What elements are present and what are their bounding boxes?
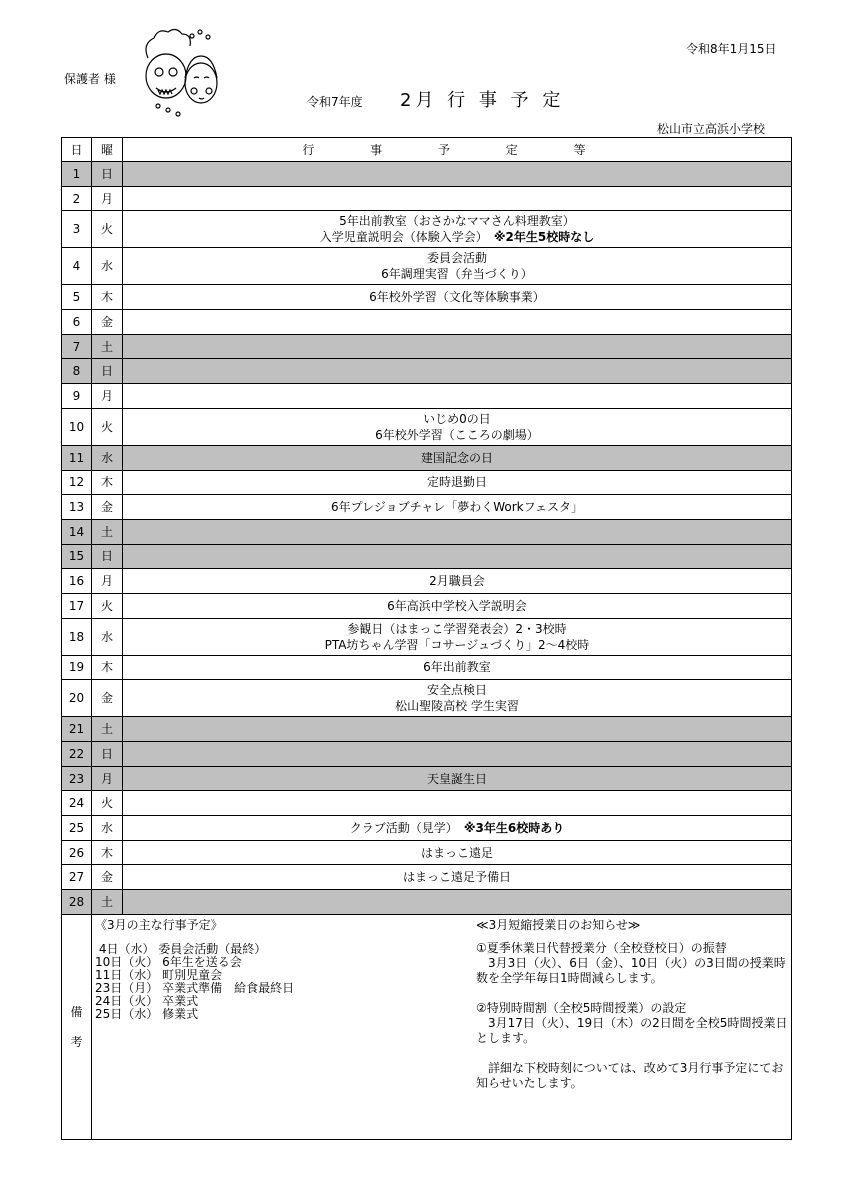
event-line: 2月職員会 — [429, 574, 485, 589]
spacer — [452, 821, 464, 835]
table-row — [62, 816, 792, 841]
weekday: 月 — [92, 569, 123, 594]
weekday: 木 — [92, 470, 123, 495]
school-name: 松山市立高浜小学校 — [657, 122, 766, 136]
table-row — [62, 544, 792, 569]
day-number: 7 — [62, 334, 92, 359]
weekday: 土 — [92, 334, 123, 359]
notes-label — [62, 914, 92, 1139]
event-cell — [123, 495, 792, 520]
weekday: 火 — [92, 211, 123, 248]
event-cell — [123, 285, 792, 310]
table-row — [62, 890, 792, 915]
table-row — [62, 618, 792, 655]
table-row — [62, 791, 792, 816]
march-schedule-item: 10日（火） 6年生を送る会 — [95, 954, 242, 969]
event-cell — [123, 593, 792, 618]
table-row — [62, 445, 792, 470]
event-cell — [123, 791, 792, 816]
day-number: 12 — [62, 470, 92, 495]
addressee: 保護者 様 — [64, 72, 116, 86]
day-number: 17 — [62, 593, 92, 618]
weekday: 土 — [92, 519, 123, 544]
event-cell — [123, 519, 792, 544]
day-number: 25 — [62, 816, 92, 841]
event-line: 6年校外学習（こころの劇場） — [375, 427, 539, 442]
short-day-item-2-head: ②特別時間割（全校5時間授業）の設定 — [476, 1000, 687, 1015]
event-line: 6年調理実習（弁当づくり） — [381, 267, 533, 282]
event-cell — [123, 248, 792, 285]
event-cell — [123, 445, 792, 470]
day-number: 13 — [62, 495, 92, 520]
day-number: 27 — [62, 865, 92, 890]
event-cell — [123, 310, 792, 335]
day-number: 11 — [62, 445, 92, 470]
weekday: 水 — [92, 445, 123, 470]
event-cell — [123, 569, 792, 594]
weekday: 金 — [92, 865, 123, 890]
short-day-item-1-body: 3月3日（火）、6日（金）、10日（火）の3日間の授業時数を全学年毎日1時間減らします。 — [476, 955, 786, 985]
table-row — [62, 248, 792, 285]
event-cell — [123, 470, 792, 495]
weekday: 木 — [92, 655, 123, 680]
event-cell — [123, 618, 792, 655]
weekday: 火 — [92, 408, 123, 445]
march-schedule — [95, 918, 465, 1021]
event-text: クラブ活動（見学） — [349, 820, 452, 835]
day-number: 3 — [62, 211, 92, 248]
event-line — [123, 820, 791, 836]
notes-label-char: 備 — [70, 1004, 83, 1019]
event-cell — [123, 408, 792, 445]
day-number: 18 — [62, 618, 92, 655]
short-day-title: ≪3月短縮授業日のお知らせ≫ — [476, 917, 641, 932]
table-row — [62, 359, 792, 384]
table-row — [62, 285, 792, 310]
event-cell — [123, 186, 792, 211]
day-number: 2 — [62, 186, 92, 211]
march-schedule-item: 25日（水） 修業式 — [95, 1006, 199, 1021]
page-title: 2月 行 事 予 定 — [400, 90, 565, 111]
day-number: 1 — [62, 162, 92, 187]
event-cell — [123, 717, 792, 742]
table-row — [62, 569, 792, 594]
event-line: 建国記念の日 — [420, 450, 493, 465]
table-row — [62, 742, 792, 767]
table-row — [62, 162, 792, 187]
table-row — [62, 766, 792, 791]
table-row — [62, 655, 792, 680]
event-line: 6年高浜中学校入学説明会 — [387, 598, 527, 613]
event-line — [123, 229, 791, 245]
table-row — [62, 717, 792, 742]
event-line: 天皇誕生日 — [426, 771, 487, 786]
day-number: 21 — [62, 717, 92, 742]
table-row — [62, 593, 792, 618]
event-note-bold: ※3年生6校時あり — [463, 820, 565, 835]
weekday: 水 — [92, 816, 123, 841]
event-line: いじめ0の日 — [423, 411, 491, 426]
weekday: 水 — [92, 618, 123, 655]
oni-otafuku-illustration — [138, 28, 228, 118]
weekday: 日 — [92, 359, 123, 384]
weekday: 金 — [92, 495, 123, 520]
short-day-item-3: 詳細な下校時刻については、改めて3月行事予定にてお知らせいたします。 — [476, 1060, 784, 1090]
table-row — [62, 408, 792, 445]
day-number: 14 — [62, 519, 92, 544]
event-line: 安全点検日 — [426, 683, 487, 698]
spacer — [482, 230, 494, 244]
event-cell — [123, 840, 792, 865]
weekday: 日 — [92, 162, 123, 187]
event-cell — [123, 384, 792, 409]
notes-cell — [92, 914, 792, 1139]
weekday: 月 — [92, 186, 123, 211]
header-weekday: 曜 — [92, 138, 123, 162]
event-line: 6年校外学習（文化等体験事業） — [369, 290, 545, 305]
day-number: 26 — [62, 840, 92, 865]
march-schedule-item: 4日（水） 委員会活動（最終） — [95, 941, 267, 956]
event-cell — [123, 816, 792, 841]
table-row — [62, 470, 792, 495]
weekday: 金 — [92, 310, 123, 335]
day-number: 9 — [62, 384, 92, 409]
table-row — [62, 495, 792, 520]
event-line: 参観日（はまっこ学習発表会）2・3校時 — [347, 621, 567, 636]
table-row — [62, 519, 792, 544]
march-schedule-title: 《3月の主な行事予定》 — [95, 917, 223, 932]
march-schedule-item: 24日（火） 卒業式 — [95, 993, 199, 1008]
day-number: 24 — [62, 791, 92, 816]
event-cell — [123, 890, 792, 915]
event-cell — [123, 766, 792, 791]
day-number: 23 — [62, 766, 92, 791]
weekday: 月 — [92, 384, 123, 409]
weekday: 木 — [92, 840, 123, 865]
day-number: 19 — [62, 655, 92, 680]
event-note-bold: ※2年生5校時なし — [493, 230, 595, 245]
table-row — [62, 865, 792, 890]
event-cell — [123, 334, 792, 359]
table-row — [62, 310, 792, 335]
fiscal-year: 令和7年度 — [307, 95, 363, 109]
table-row — [62, 680, 792, 717]
day-number: 15 — [62, 544, 92, 569]
event-cell — [123, 162, 792, 187]
event-line: 6年プレジョブチャレ「夢わくWorkフェスタ」 — [330, 500, 584, 515]
event-line: はまっこ遠足 — [420, 845, 493, 860]
day-number: 10 — [62, 408, 92, 445]
march-schedule-item: 23日（月） 卒業式準備 給食最終日 — [95, 980, 295, 995]
weekday: 土 — [92, 890, 123, 915]
notes-row — [62, 914, 792, 1139]
event-cell — [123, 359, 792, 384]
day-number: 28 — [62, 890, 92, 915]
weekday: 金 — [92, 680, 123, 717]
event-line: 委員会活動 — [426, 251, 487, 266]
day-number: 5 — [62, 285, 92, 310]
day-number: 4 — [62, 248, 92, 285]
weekday: 木 — [92, 285, 123, 310]
header-events: 行 事 予 定 等 — [123, 138, 792, 162]
short-day-item-2-body: 3月17日（火）、19日（木）の2日間を全校5時間授業日とします。 — [476, 1015, 788, 1045]
weekday: 水 — [92, 248, 123, 285]
table-row — [62, 384, 792, 409]
event-line: 定時退勤日 — [426, 475, 487, 490]
schedule-table — [61, 137, 792, 1140]
weekday: 日 — [92, 544, 123, 569]
weekday: 月 — [92, 766, 123, 791]
day-number: 6 — [62, 310, 92, 335]
event-cell — [123, 655, 792, 680]
event-cell — [123, 742, 792, 767]
day-number: 22 — [62, 742, 92, 767]
day-number: 16 — [62, 569, 92, 594]
weekday: 火 — [92, 593, 123, 618]
notes-label-char: 考 — [70, 1034, 83, 1049]
event-text: 入学児童説明会（体験入学会） — [319, 230, 482, 245]
march-schedule-item: 11日（水） 町別児童会 — [95, 967, 223, 982]
header-day: 日 — [62, 138, 92, 162]
table-header-row — [62, 138, 792, 162]
table-row — [62, 211, 792, 248]
weekday: 日 — [92, 742, 123, 767]
issue-date: 令和8年1月15日 — [686, 42, 777, 56]
event-cell — [123, 680, 792, 717]
weekday: 火 — [92, 791, 123, 816]
weekday: 土 — [92, 717, 123, 742]
table-row — [62, 186, 792, 211]
event-line: PTA坊ちゃん学習「コサージュづくり」2～4校時 — [324, 637, 590, 652]
event-cell — [123, 211, 792, 248]
event-cell — [123, 865, 792, 890]
day-number: 8 — [62, 359, 92, 384]
day-number: 20 — [62, 680, 92, 717]
event-line: 松山聖陵高校 学生実習 — [395, 699, 519, 714]
table-row — [62, 334, 792, 359]
event-line: 6年出前教室 — [423, 660, 491, 675]
event-line: 5年出前教室（おさかなママさん料理教室） — [339, 214, 575, 229]
event-line: はまっこ遠足予備日 — [402, 870, 511, 885]
short-day-notice — [476, 918, 788, 1091]
short-day-item-1-head: ①夏季休業日代替授業分（全校登校日）の振替 — [476, 940, 727, 955]
table-row — [62, 840, 792, 865]
event-cell — [123, 544, 792, 569]
